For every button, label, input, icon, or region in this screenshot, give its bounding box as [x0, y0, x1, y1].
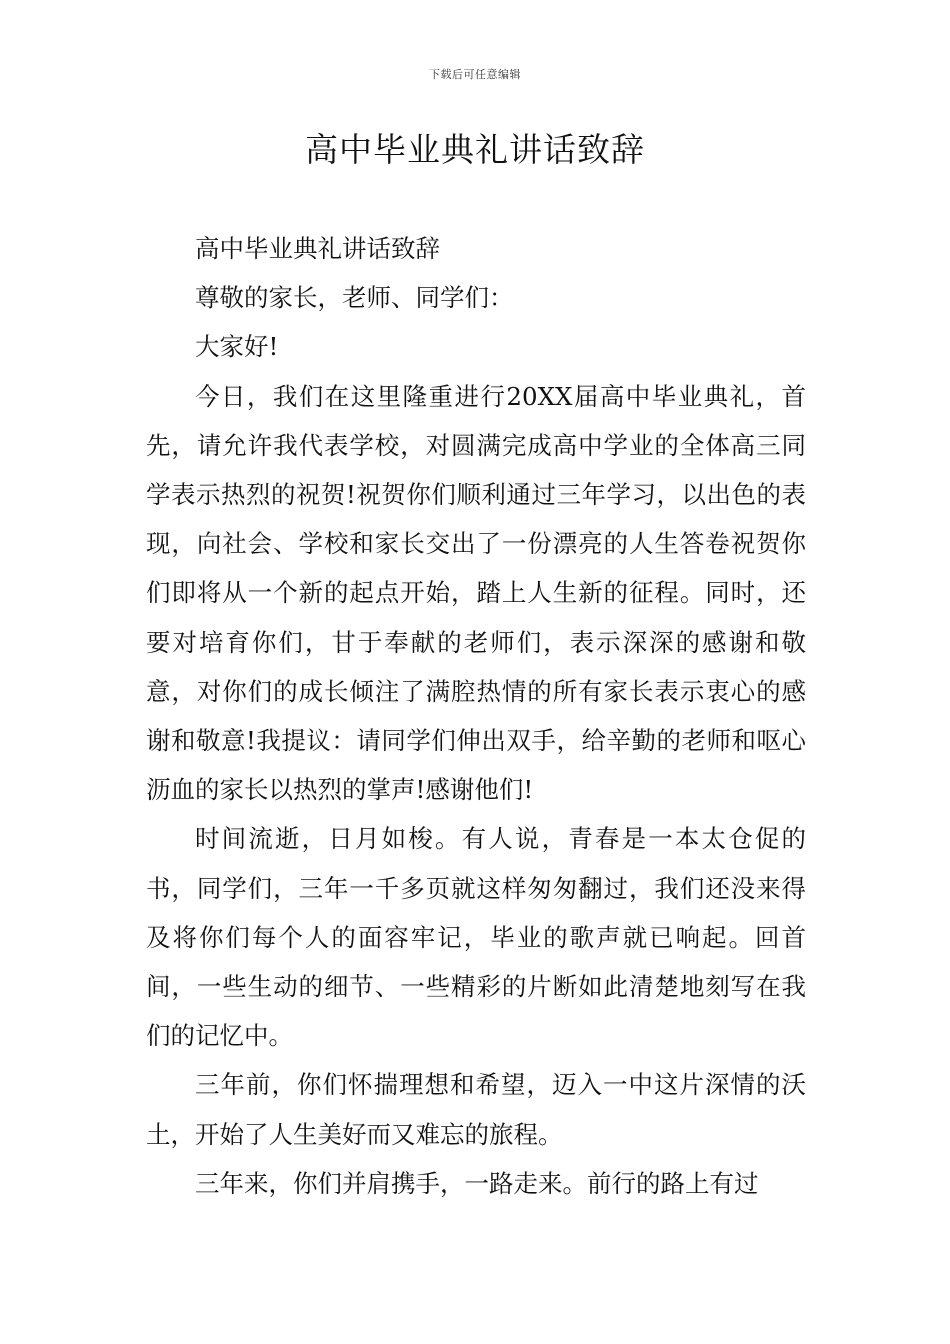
page-header-note: 下载后可任意编辑 [429, 68, 521, 81]
body-paragraph: 今日，我们在这里隆重进行20XX届高中毕业典礼，首先，请允许我代表学校，对圆满完成高中学业的全体高三同学表示热烈的祝贺!祝贺你们顺利通过三年学习，以出色的表现，向社会、学校和家长交出了一份漂亮的人生答卷祝贺你们即将从一个新的起点开始，踏上人生新的征程。同时，还要对培育你们，甘于奉献的老师们，表示深深的感谢和敬意，对你们的成长倾注了满腔热情的所有家长表示衷心的感谢和敬意!我提议：请同学们伸出双手，给辛勤的老师和呕心沥血的家长以热烈的掌声!感谢他们! [146, 381, 806, 805]
body-paragraph: 高中毕业典礼讲话致辞 [195, 234, 440, 263]
salutation-paragraph: 尊敬的家长，老师、同学们： [195, 283, 514, 313]
body-paragraph: 三年来，你们并肩携手，一路走来。前行的路上有过 [195, 1168, 759, 1198]
document-title: 高中毕业典礼讲话致辞 [305, 130, 645, 169]
body-paragraph: 时间流逝，日月如梭。有人说，青春是一本太仓促的书，同学们，三年一千多页就这样匆匆翻过，我们还没来得及将你们每个人的面容牢记，毕业的歌声就已响起。回首间，一些生动的细节、一些精彩的片断如此清楚地刻写在我们的记忆中。 [146, 824, 806, 1051]
document-body [146, 224, 806, 1208]
greeting-paragraph: 大家好! [195, 332, 279, 362]
body-paragraph: 三年前，你们怀揣理想和希望，迈入一中这片深情的沃土，开始了人生美好而又难忘的旅程。 [146, 1070, 806, 1149]
